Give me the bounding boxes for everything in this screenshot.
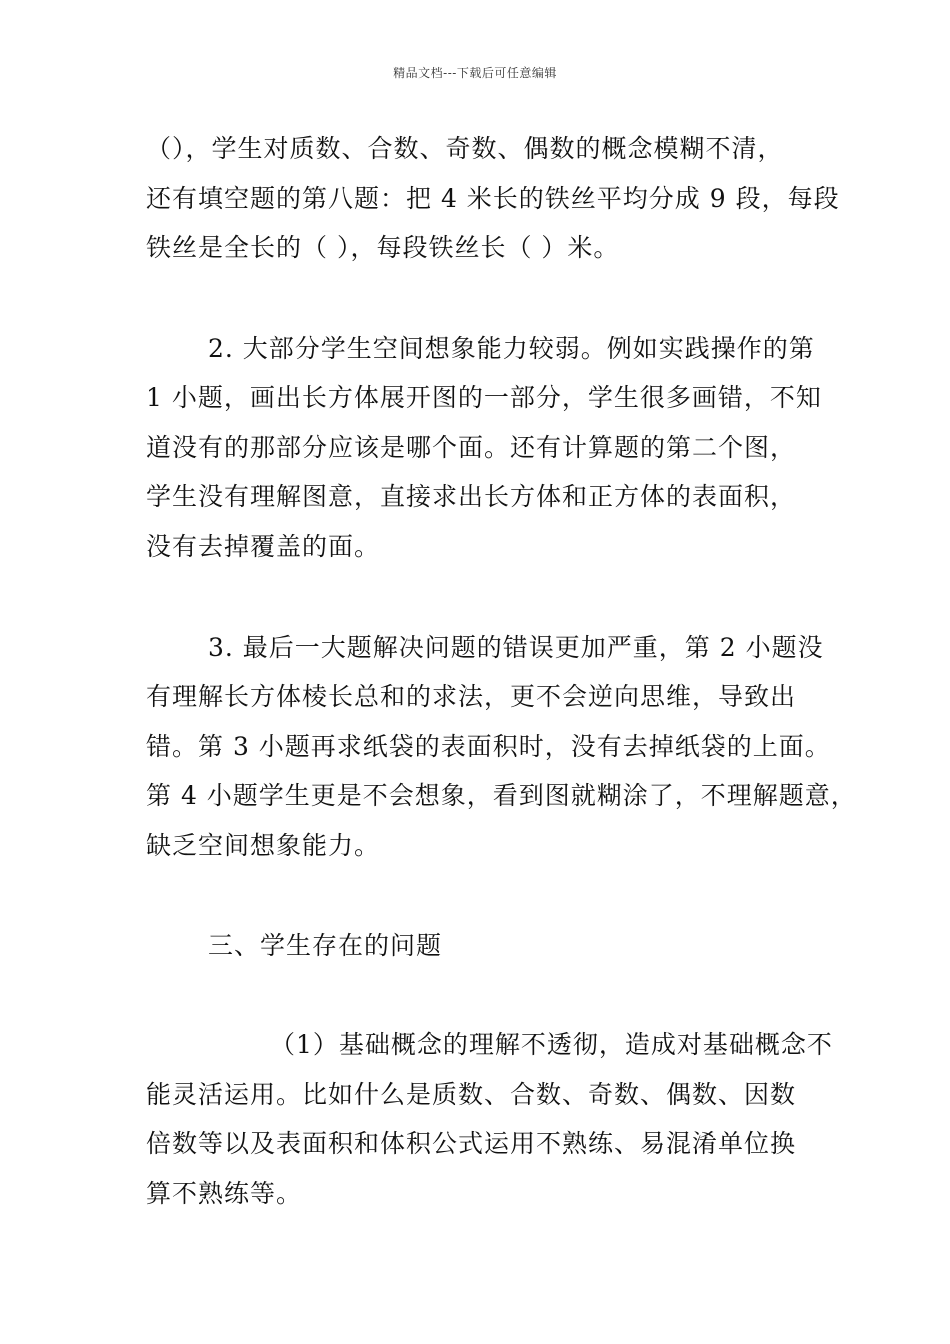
paragraph-line: 学生没有理解图意，直接求出长方体和正方体的表面积， (146, 482, 797, 511)
paragraph-line: 第 4 小题学生更是不会想象，看到图就糊涂了，不理解题意， (146, 781, 857, 810)
paragraph-line: 铁丝是全长的（ ），每段铁丝长（ ）米。 (146, 233, 620, 262)
paragraph-line: 1 小题，画出长方体展开图的一部分，学生很多画错，不知 (146, 383, 822, 412)
paragraph-line: 有理解长方体棱长总和的求法，更不会逆向思维，导致出 (146, 682, 797, 711)
paragraph-line: 2. 大部分学生空间想象能力较弱。例如实践操作的第 (208, 334, 815, 363)
section-heading: 三、学生存在的问题 (208, 931, 443, 960)
paragraph-line: 没有去掉覆盖的面。 (146, 532, 381, 561)
paragraph-line: （），学生对质数、合数、奇数、偶数的概念模糊不清， (146, 134, 784, 163)
paragraph-line: 能灵活运用。比如什么是质数、合数、奇数、偶数、因数 (146, 1080, 797, 1109)
page-header: 精品文档---下载后可任意编辑 (393, 66, 557, 80)
paragraph-line: 错。第 3 小题再求纸袋的表面积时，没有去掉纸袋的上面。 (146, 732, 831, 761)
paragraph-line: 3. 最后一大题解决问题的错误更加严重，第 2 小题没 (208, 633, 824, 662)
paragraph-line: 还有填空题的第八题：把 4 米长的铁丝平均分成 9 段，每段 (146, 184, 840, 213)
paragraph-line: 倍数等以及表面积和体积公式运用不熟练、易混淆单位换 (146, 1129, 797, 1158)
paragraph-line: 道没有的那部分应该是哪个面。还有计算题的第二个图， (146, 433, 797, 462)
paragraph-line: 算不熟练等。 (146, 1179, 303, 1208)
paragraph-line: （1）基础概念的理解不透彻，造成对基础概念不 (270, 1030, 833, 1059)
paragraph-line: 缺乏空间想象能力。 (146, 831, 381, 860)
